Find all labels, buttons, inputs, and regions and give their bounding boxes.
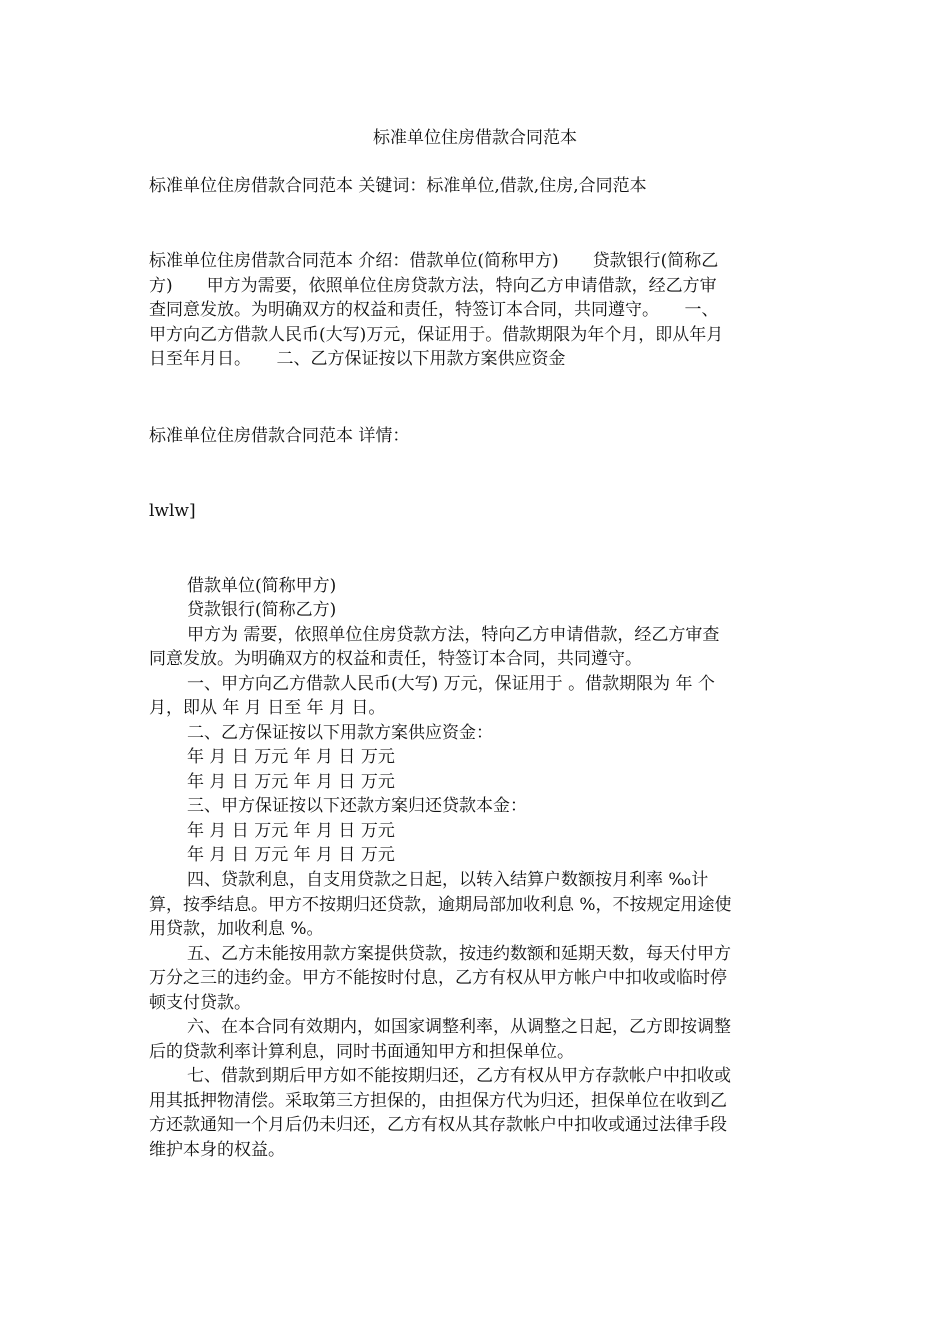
intro-line: 方) 甲方为需要，依照单位住房贷款方法，特向乙方申请借款，经乙方审 [149, 276, 717, 296]
schedule-row: 年 月 日 万元 年 月 日 万元 [187, 772, 395, 792]
intro-line: 日至年月日。 二、乙方保证按以下用款方案供应资金 [149, 349, 566, 369]
schedule-row: 年 月 日 万元 年 月 日 万元 [187, 845, 395, 865]
paragraph-line: 二、乙方保证按以下用款方案供应资金： [187, 723, 493, 743]
paragraph-line: 七、借款到期后甲方如不能按期归还，乙方有权从甲方存款帐户中扣收或 [187, 1066, 731, 1086]
schedule-row: 年 月 日 万元 年 月 日 万元 [187, 821, 395, 841]
marker-text: lwlw] [149, 501, 196, 521]
paragraph-line: 四、贷款利息，自支用贷款之日起，以转入结算户数额按月利率 ‰计 [187, 870, 709, 890]
lender-line: 贷款银行(简称乙方) [187, 600, 337, 620]
paragraph-line: 一、甲方向乙方借款人民币(大写) 万元，保证用于 。借款期限为 年 个 [187, 674, 715, 694]
paragraph-line: 五、乙方未能按用款方案提供贷款，按违约数额和延期天数，每天付甲方 [187, 944, 731, 964]
paragraph-line: 用贷款，加收利息 %。 [149, 919, 324, 939]
intro-line: 查同意发放。为明确双方的权益和责任，特签订本合同，共同遵守。 一、 [149, 300, 719, 320]
schedule-row: 年 月 日 万元 年 月 日 万元 [187, 747, 395, 767]
paragraph-line: 维护本身的权益。 [149, 1140, 285, 1160]
paragraph-line: 月，即从 年 月 日至 年 月 日。 [149, 698, 386, 718]
document-title: 标准单位住房借款合同范本 [373, 128, 577, 148]
paragraph-line: 后的贷款利率计算利息，同时书面通知甲方和担保单位。 [149, 1042, 574, 1062]
paragraph-line: 算，按季结息。甲方不按期归还贷款，逾期局部加收利息 %，不按规定用途使 [149, 895, 732, 915]
paragraph-line: 同意发放。为明确双方的权益和责任，特签订本合同，共同遵守。 [149, 649, 642, 669]
borrower-line: 借款单位(简称甲方) [187, 576, 337, 596]
intro-line: 标准单位住房借款合同范本 介绍：借款单位(简称甲方) 贷款银行(简称乙 [149, 251, 719, 271]
paragraph-line: 顿支付贷款。 [149, 993, 251, 1013]
paragraph-line: 万分之三的违约金。甲方不能按时付息，乙方有权从甲方帐户中扣收或临时停 [149, 968, 727, 988]
paragraph-line: 方还款通知一个月后仍未归还，乙方有权从其存款帐户中扣收或通过法律手段 [149, 1115, 727, 1135]
details-line: 标准单位住房借款合同范本 详情： [149, 426, 410, 446]
keywords-line: 标准单位住房借款合同范本 关键词：标准单位,借款,住房,合同范本 [149, 176, 647, 196]
intro-line: 甲方向乙方借款人民币(大写)万元，保证用于。借款期限为年个月，即从年月 [149, 325, 724, 345]
paragraph-line: 甲方为 需要，依照单位住房贷款方法，特向乙方申请借款，经乙方审查 [187, 625, 720, 645]
paragraph-line: 用其抵押物清偿。采取第三方担保的，由担保方代为归还，担保单位在收到乙 [149, 1091, 727, 1111]
paragraph-line: 三、甲方保证按以下还款方案归还贷款本金： [187, 796, 527, 816]
paragraph-line: 六、在本合同有效期内，如国家调整利率，从调整之日起，乙方即按调整 [187, 1017, 731, 1037]
